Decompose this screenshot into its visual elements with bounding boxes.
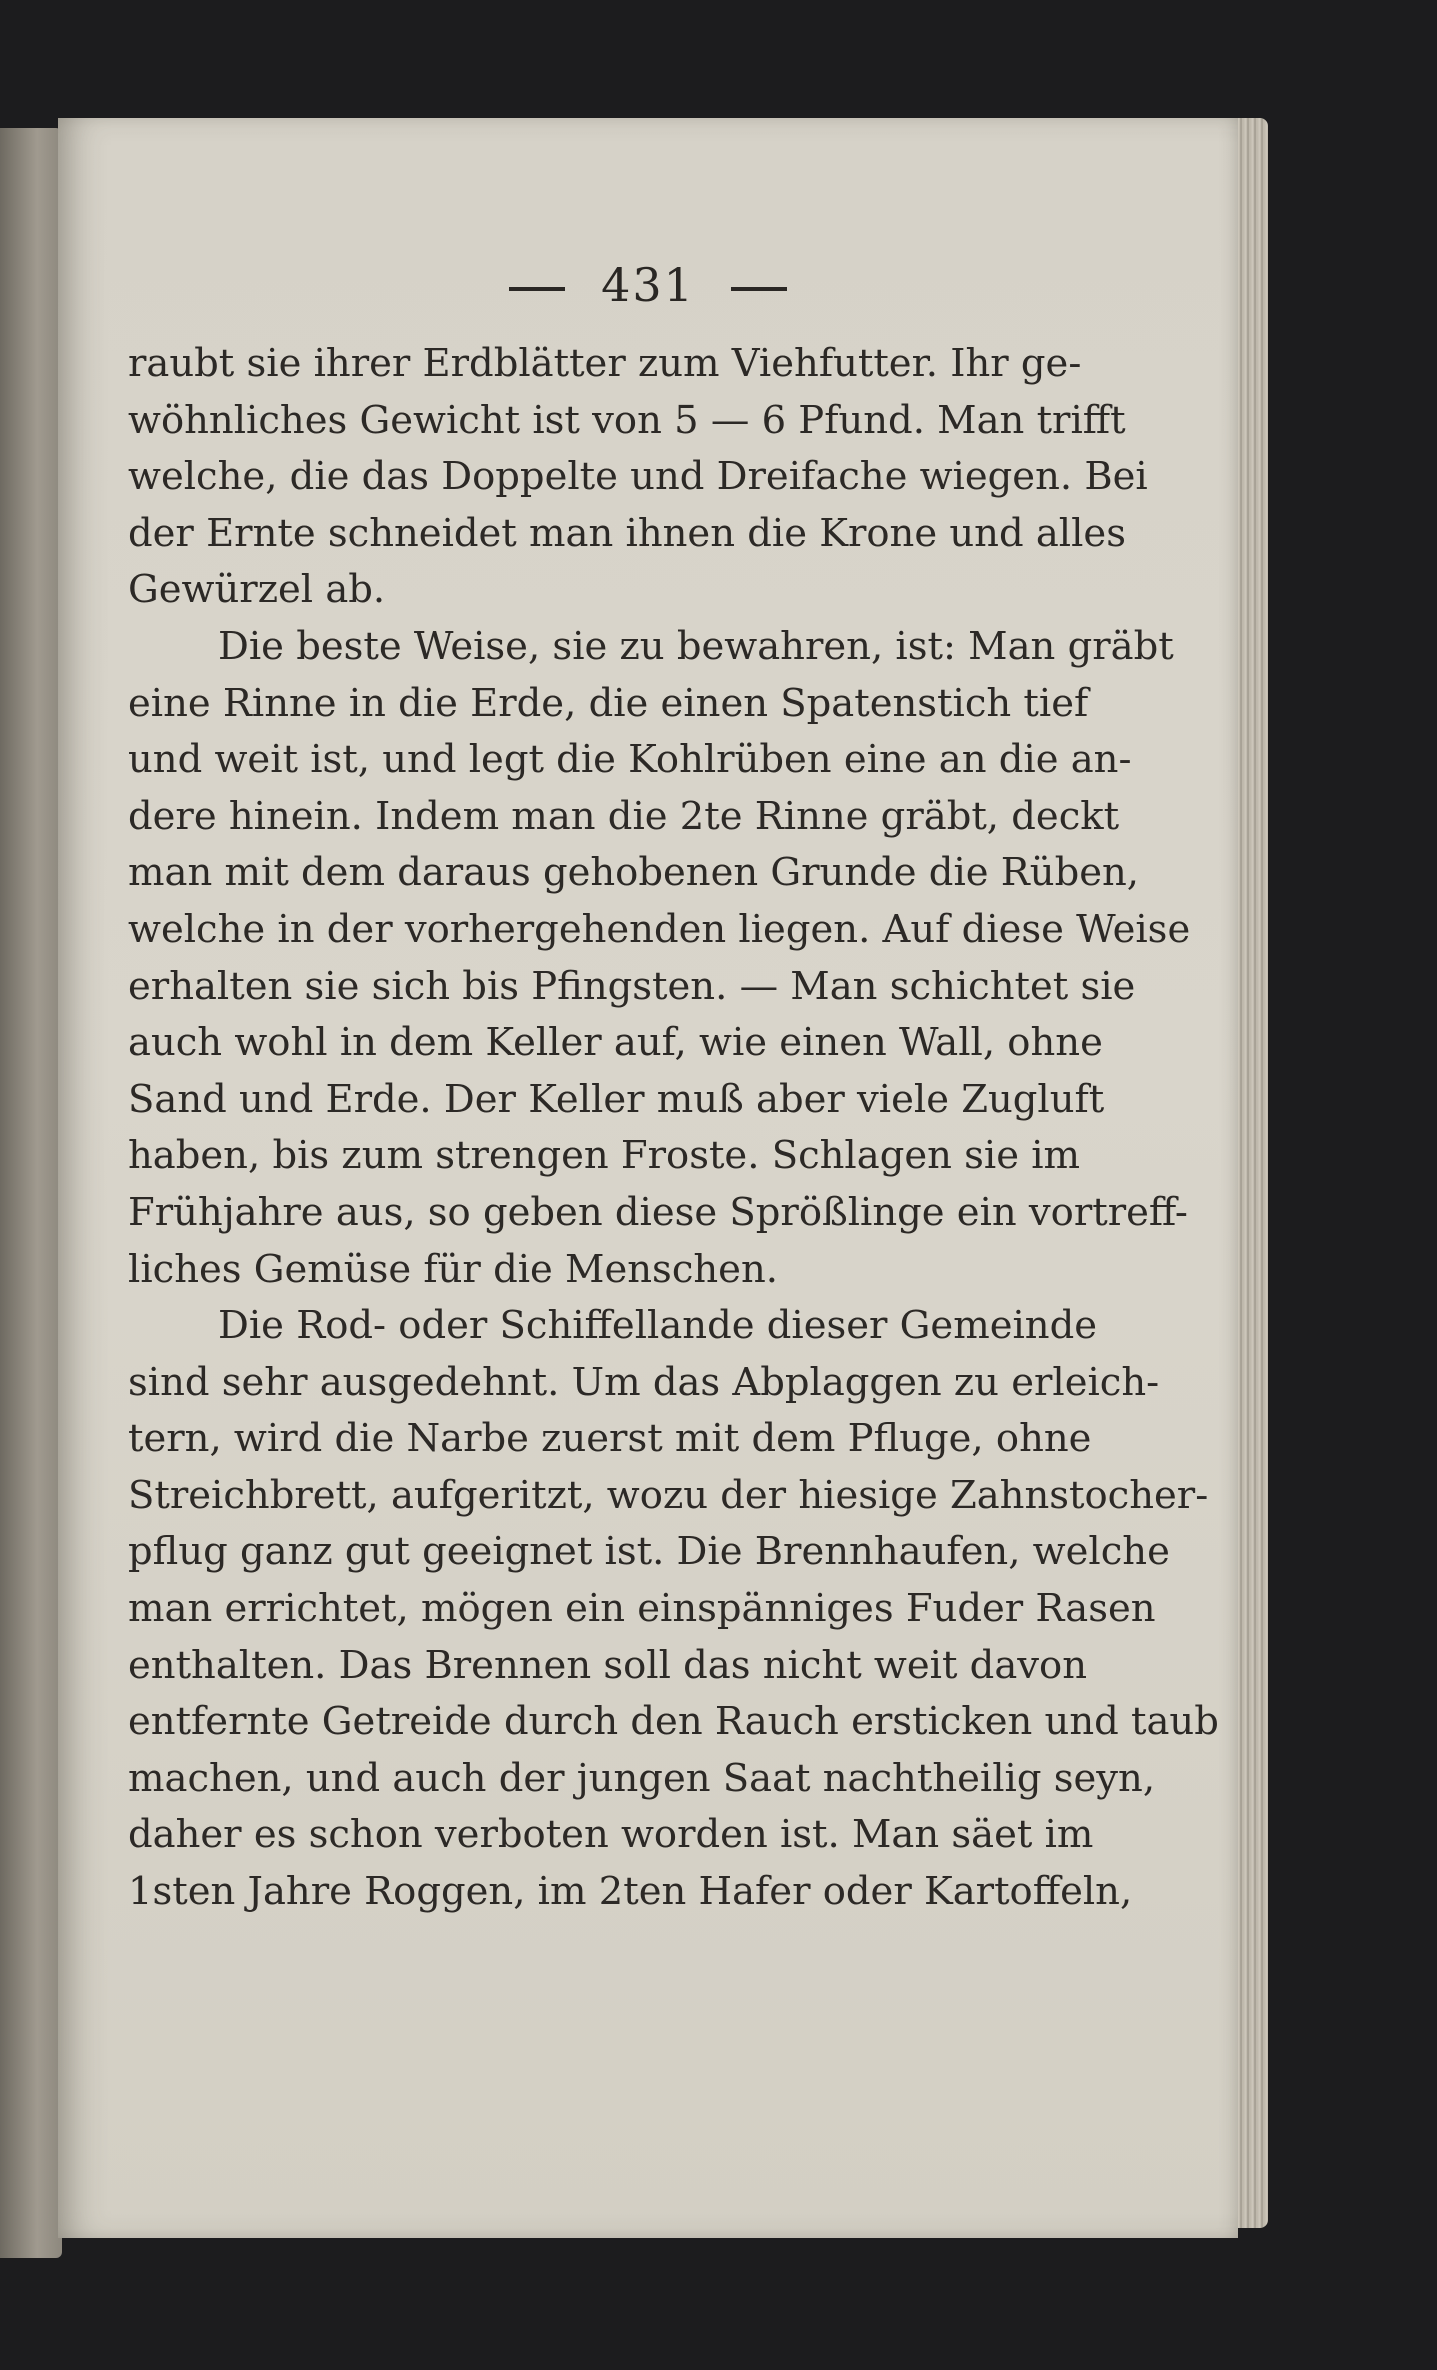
text-line: 1sten Jahre Roggen, im 2ten Hafer oder Kartoffeln, <box>128 1869 1133 1915</box>
text-line: Gewürzel ab. <box>128 567 386 613</box>
page-number: 431 <box>601 258 695 312</box>
adjacent-page-edge <box>0 128 62 2258</box>
header-dash-right <box>731 287 787 291</box>
text-line: man errichtet, mögen ein einspänniges Fuder Rasen <box>128 1586 1156 1632</box>
text-line: man mit dem daraus gehobenen Grunde die Rüben, <box>128 850 1140 896</box>
text-line: auch wohl in dem Keller auf, wie einen Wall, ohne <box>128 1020 1103 1066</box>
text-line: wöhnliches Gewicht ist von 5 — 6 Pfund. Man trifft <box>128 397 1126 443</box>
text-line: Streichbrett, aufgeritzt, wozu der hiesige Zahnstocher- <box>128 1472 1209 1518</box>
body-text <box>128 336 1219 1921</box>
text-line: und weit ist, und legt die Kohlrüben eine an die an- <box>128 737 1132 783</box>
book-page <box>58 118 1238 2238</box>
text-line: tern, wird die Narbe zuerst mit dem Pfluge, ohne <box>128 1416 1092 1462</box>
paragraph <box>128 1298 1219 1921</box>
text-line: raubt sie ihrer Erdblätter zum Viehfutter. Ihr ge- <box>128 341 1082 386</box>
text-line: erhalten sie sich bis Pfingsten. — Man schichtet sie <box>128 963 1136 1009</box>
text-line: enthalten. Das Brennen soll das nicht weit davon <box>128 1642 1088 1688</box>
text-line: eine Rinne in die Erde, die einen Spatenstich tief <box>128 680 1089 726</box>
page-header <box>58 258 1238 312</box>
text-line: welche in der vorhergehenden liegen. Auf diese Weise <box>128 906 1191 952</box>
text-line: entfernte Getreide durch den Rauch ersticken und taub <box>128 1699 1219 1745</box>
text-line: Sand und Erde. Der Keller muß aber viele Zugluft <box>128 1076 1105 1122</box>
text-line: Frühjahre aus, so geben diese Sprößlinge ein vortreff- <box>128 1189 1188 1235</box>
text-line: haben, bis zum strengen Froste. Schlagen sie im <box>128 1133 1081 1179</box>
text-line: Die beste Weise, sie zu bewahren, ist: Man gräbt <box>218 623 1174 669</box>
text-line: sind sehr ausgedehnt. Um das Abplaggen zu erleich- <box>128 1359 1160 1405</box>
text-line: liches Gemüse für die Menschen. <box>128 1246 778 1292</box>
text-line: welche, die das Doppelte und Dreifache wiegen. Bei <box>128 454 1148 500</box>
text-line: daher es schon verboten worden ist. Man säet im <box>128 1812 1094 1858</box>
text-line: Die Rod- oder Schiffellande dieser Gemeinde <box>218 1303 1098 1349</box>
header-dash-left <box>509 287 565 291</box>
paragraph <box>128 619 1191 1298</box>
text-line: dere hinein. Indem man die 2te Rinne gräbt, deckt <box>128 793 1120 839</box>
text-line: machen, und auch der jungen Saat nachtheilig seyn, <box>128 1755 1156 1801</box>
paragraph <box>128 336 1148 619</box>
text-line: der Ernte schneidet man ihnen die Krone und alles <box>128 510 1126 556</box>
text-line: pflug ganz gut geeignet ist. Die Brennhaufen, welche <box>128 1529 1170 1575</box>
